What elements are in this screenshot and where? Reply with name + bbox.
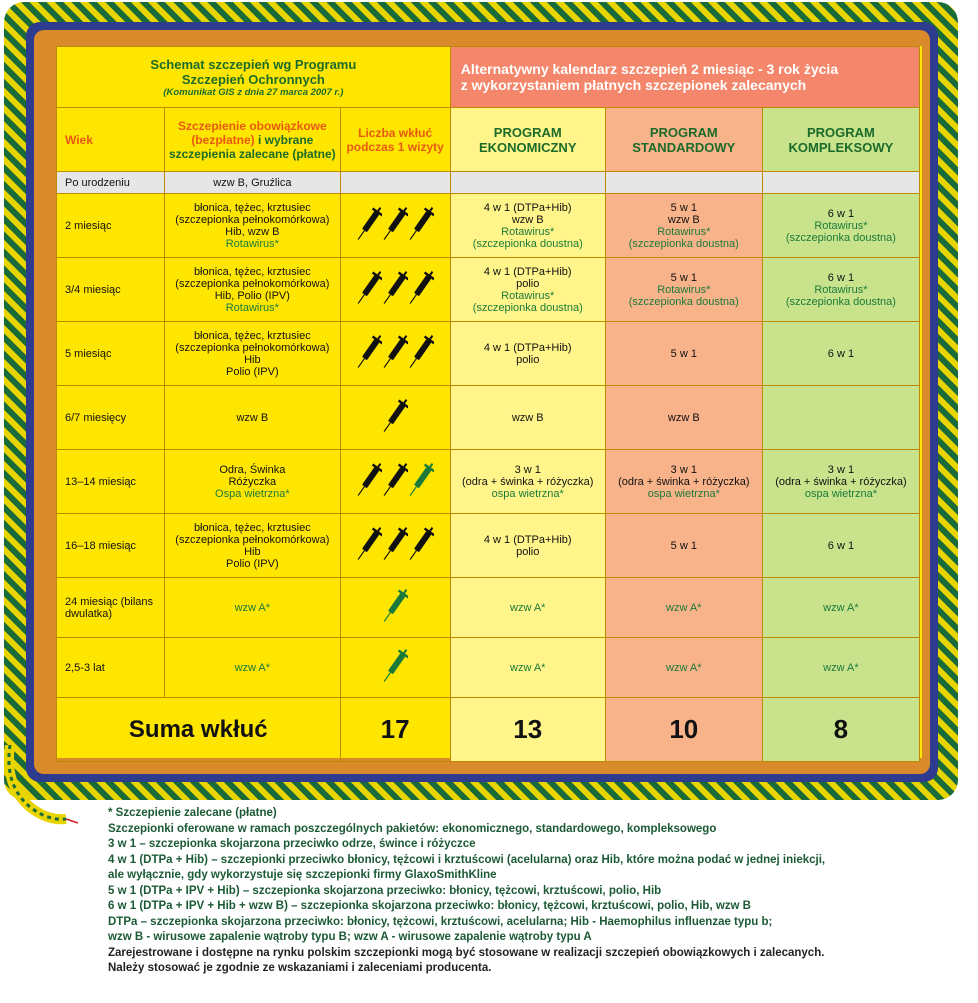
mandatory-recommended: Rotawirus*	[225, 301, 279, 314]
injection-count-cell	[340, 386, 450, 450]
age-cell: 13–14 miesiąc	[57, 450, 165, 514]
program-eko-recommended: ospa wietrzna*	[491, 487, 564, 500]
age-cell: 3/4 miesiąc	[57, 258, 165, 322]
syringe-icon	[382, 268, 408, 308]
program-kom-line: 6 w 1	[827, 207, 855, 220]
program-kom-cell	[762, 386, 919, 450]
program-eko-cell	[450, 514, 605, 578]
program-std-cell	[605, 194, 762, 258]
syringe-icon	[382, 396, 408, 436]
program-std-recommended: (szczepionka doustna)	[628, 295, 739, 308]
mandatory-recommended: Ospa wietrzna*	[215, 487, 290, 500]
syringe-icon	[382, 332, 408, 372]
injection-count-cell	[340, 578, 450, 638]
injection-count-cell	[340, 258, 450, 322]
program-kom-cell	[762, 172, 919, 194]
age-cell: 16–18 miesiąc	[57, 514, 165, 578]
program-eko-cell	[450, 578, 605, 638]
program-eko-cell	[450, 450, 605, 514]
program-kom-cell	[762, 450, 919, 514]
footnote-line: * Szczepienie zalecane (płatne)	[108, 807, 277, 819]
footnote-line: Zarejestrowane i dostępne na rynku polskim szczepionki mogą być stosowane w realizacji szczepień obowiązkowych i zalecanych.	[108, 946, 825, 959]
mandatory-recommended: Rotawirus*	[225, 237, 279, 250]
program-eko-line: (odra + świnka + różyczka)	[462, 475, 594, 488]
program-kom-line: 6 w 1	[827, 347, 855, 360]
program-kom-cell	[762, 578, 919, 638]
psO-title-line2: Szczepień Ochronnych	[181, 71, 325, 87]
mandatory-line: Różyczka	[228, 475, 277, 488]
psO-subtitle: (Komunikat GIS z dnia 27 marca 2007 r.)	[163, 86, 344, 98]
mandatory-cell	[165, 322, 340, 386]
syringe-icon	[408, 332, 434, 372]
syringe-recommended-icon	[382, 646, 408, 686]
mandatory-cell	[165, 194, 340, 258]
mandatory-line: błonica, tężec, krztusiec	[193, 201, 311, 214]
program-kom-cell	[762, 638, 919, 698]
program-std-cell	[605, 386, 762, 450]
footnote-line: wzw B - wirusowe zapalenie wątroby typu B; wzw A - wirusowe zapalenie wątroby typu A	[108, 931, 592, 943]
mandatory-line: błonica, tężec, krztusiec	[193, 329, 311, 342]
age-cell: 2,5-3 lat	[57, 638, 165, 698]
program-std-recommended: Rotawirus*	[657, 283, 711, 296]
injection-count-cell	[340, 638, 450, 698]
table-row	[57, 386, 920, 450]
mandatory-line: Polio (IPV)	[226, 365, 279, 378]
program-std-cell	[605, 514, 762, 578]
mandatory-line: Hib, Polio (IPV)	[214, 289, 290, 302]
program-std-line: 5 w 1	[670, 201, 697, 214]
program-kom-cell	[762, 514, 919, 578]
mandatory-cell	[165, 638, 340, 698]
program-eko-line: polio	[516, 353, 540, 366]
mandatory-cell	[165, 514, 340, 578]
program-eko-recommended: wzw A*	[510, 601, 546, 614]
program-kom-recommended: wzw A*	[823, 601, 859, 614]
program-std-cell	[605, 172, 762, 194]
program-kom-recommended: (szczepionka doustna)	[785, 295, 896, 308]
syringe-recommended-icon	[382, 586, 408, 626]
footnote-line: 3 w 1 – szczepionka skojarzona przeciwko odrze, śwince i różyczce	[108, 838, 476, 850]
syringe-icon	[356, 332, 382, 372]
program-eko-cell	[450, 258, 605, 322]
mandatory-line: Hib	[244, 353, 261, 366]
sum-kom: 8	[762, 698, 919, 762]
program-eko-line: 4 w 1 (DTPa+Hib)	[483, 201, 572, 214]
program-eko-recommended: Rotawirus*	[501, 289, 555, 302]
footnote-line: Należy stosować je zgodnie ze wskazaniami i zaleceniami producenta.	[108, 962, 492, 974]
program-eko-cell	[450, 638, 605, 698]
table-row	[57, 194, 920, 258]
footnote-line: DTPa – szczepionka skojarzona przeciwko: błonicy, tężcowi, krztuścowi, acelularna; Hib - Haemophilus influenzae typu b;	[108, 915, 773, 928]
program-eko-cell	[450, 172, 605, 194]
program-eko-line: 4 w 1 (DTPa+Hib)	[483, 533, 572, 546]
col-obow-4: szczepienia zalecane (płatne)	[168, 146, 336, 161]
program-std-line: (odra + świnka + różyczka)	[618, 475, 750, 488]
vaccination-table	[56, 46, 920, 762]
program-kom-cell	[762, 258, 919, 322]
alt-title-line2: z wykorzystaniem płatnych szczepionek zalecanych	[460, 77, 807, 93]
table-body	[57, 172, 920, 698]
program-std-cell	[605, 322, 762, 386]
program-eko-line: polio	[516, 277, 540, 290]
syringe-icon	[382, 524, 408, 564]
program-kom-cell	[762, 194, 919, 258]
program-eko-cell	[450, 194, 605, 258]
footnote-line: 6 w 1 (DTPa + IPV + Hib + wzw B) – szczepionka skojarzona przeciwko: błonicy, tężcowi, krztuścowi, polio, Hib, wzw B	[108, 900, 751, 912]
sum-std: 10	[605, 698, 762, 762]
mandatory-line: Hib	[244, 545, 261, 558]
injection-count-cell	[340, 172, 450, 194]
syringe-icon	[382, 204, 408, 244]
col-wiek: Wiek	[57, 108, 165, 172]
snake-decoration	[0, 745, 90, 835]
program-kom-line: (odra + świnka + różyczka)	[775, 475, 907, 488]
program-std-cell	[605, 258, 762, 322]
program-eko-recommended: wzw A*	[510, 661, 546, 674]
syringe-recommended-icon	[408, 460, 434, 500]
program-std-cell	[605, 578, 762, 638]
program-kom-line: 6 w 1	[827, 539, 855, 552]
mandatory-recommended: wzw A*	[234, 661, 271, 674]
age-cell: 2 miesiąc	[57, 194, 165, 258]
program-std-recommended: Rotawirus*	[657, 225, 711, 238]
mandatory-line: Odra, Świnka	[219, 463, 286, 476]
footnote-line: ale wyłącznie, gdy wykorzystuje się szczepionki firmy GlaxoSmithKline	[108, 869, 497, 881]
alt-calendar-header	[450, 47, 919, 108]
program-kom-recommended: Rotawirus*	[814, 219, 868, 232]
psO-title-line1: Schemat szczepień wg Programu	[150, 56, 357, 72]
footnote-line: Szczepionki oferowane w ramach poszczególnych pakietów: ekonomicznego, standardowego, kompleksowego	[108, 822, 717, 835]
col-obow-1: Szczepienie obowiązkowe	[177, 118, 327, 133]
program-std-recommended: wzw A*	[666, 661, 702, 674]
mandatory-cell	[165, 258, 340, 322]
syringe-icon	[356, 204, 382, 244]
col-program-eko: PROGRAM EKONOMICZNY	[450, 108, 605, 172]
col-program-kom: PROGRAM KOMPLEKSOWY	[762, 108, 919, 172]
table-row	[57, 578, 920, 638]
mandatory-line: (szczepionka pełnokomórkowa)	[175, 277, 330, 290]
syringe-icon	[408, 268, 434, 308]
psO-header	[57, 47, 451, 108]
injection-count-cell	[340, 322, 450, 386]
mandatory-line: Polio (IPV)	[226, 557, 279, 570]
age-cell: 6/7 miesięcy	[57, 386, 165, 450]
syringe-icon	[356, 524, 382, 564]
injection-count-cell	[340, 514, 450, 578]
syringe-icon	[408, 204, 434, 244]
col-program-std: PROGRAM STANDARDOWY	[605, 108, 762, 172]
mandatory-cell	[165, 386, 340, 450]
program-eko-line: 4 w 1 (DTPa+Hib)	[483, 265, 572, 278]
table-row	[57, 172, 920, 194]
program-eko-line: wzw B	[511, 411, 544, 424]
sum-obow: 17	[340, 698, 450, 762]
table-row	[57, 258, 920, 322]
syringe-icon	[356, 460, 382, 500]
program-kom-line: 3 w 1	[827, 463, 855, 476]
mandatory-recommended: wzw A*	[234, 601, 271, 614]
mandatory-cell	[165, 578, 340, 638]
injection-count-cell	[340, 450, 450, 514]
col-liczba: Liczba wkłuć podczas 1 wizyty	[340, 108, 450, 172]
program-eko-line: polio	[516, 545, 540, 558]
schedule-panel	[56, 46, 922, 758]
mandatory-line: wzw B, Gruźlica	[213, 176, 292, 189]
mandatory-line: błonica, tężec, krztusiec	[193, 521, 311, 534]
program-std-line: wzw B	[667, 411, 700, 424]
program-eko-cell	[450, 322, 605, 386]
program-std-line: 5 w 1	[670, 539, 697, 552]
program-std-cell	[605, 638, 762, 698]
program-std-line: 5 w 1	[670, 347, 697, 360]
mandatory-cell	[165, 172, 340, 194]
mandatory-cell	[165, 450, 340, 514]
program-kom-recommended: ospa wietrzna*	[804, 487, 877, 500]
mandatory-line: Hib, wzw B	[225, 225, 280, 238]
table-row	[57, 638, 920, 698]
program-eko-line: 4 w 1 (DTPa+Hib)	[483, 341, 572, 354]
program-eko-line: 3 w 1	[514, 463, 541, 476]
program-eko-recommended: (szczepionka doustna)	[472, 301, 583, 314]
mandatory-line: (szczepionka pełnokomórkowa)	[175, 533, 330, 546]
syringe-icon	[356, 268, 382, 308]
program-std-cell	[605, 450, 762, 514]
mandatory-line: wzw B	[236, 411, 269, 424]
syringe-icon	[408, 524, 434, 564]
footnote-line: 4 w 1 (DTPa + Hib) – szczepionki przeciwko błonicy, tężcowi i krztuścowi (acelularna) oraz Hib, które można podać w jednej iniekcji,	[108, 853, 826, 866]
sum-label: Suma wkłuć	[57, 698, 341, 762]
mandatory-line: (szczepionka pełnokomórkowa)	[175, 213, 330, 226]
program-std-line: 3 w 1	[670, 463, 697, 476]
mandatory-line: (szczepionka pełnokomórkowa)	[175, 341, 330, 354]
age-cell: 5 miesiąc	[57, 322, 165, 386]
program-std-line: 5 w 1	[670, 271, 697, 284]
program-std-recommended: wzw A*	[666, 601, 702, 614]
footnotes	[108, 806, 968, 977]
program-kom-cell	[762, 322, 919, 386]
age-cell: Po urodzeniu	[57, 172, 165, 194]
program-std-recommended: ospa wietrzna*	[647, 487, 720, 500]
program-kom-line: 6 w 1	[827, 271, 855, 284]
alt-title-line1: Alternatywny kalendarz szczepień 2 miesiąc - 3 rok życia	[460, 61, 839, 77]
program-eko-line: wzw B	[511, 213, 544, 226]
sum-row	[57, 698, 920, 762]
age-cell: 24 miesiąc (bilans dwulatka)	[57, 578, 165, 638]
program-std-recommended: (szczepionka doustna)	[628, 237, 739, 250]
program-eko-recommended: Rotawirus*	[501, 225, 555, 238]
program-kom-recommended: (szczepionka doustna)	[785, 231, 896, 244]
syringe-icon	[382, 460, 408, 500]
mandatory-line: błonica, tężec, krztusiec	[193, 265, 311, 278]
table-row	[57, 322, 920, 386]
table-row	[57, 514, 920, 578]
sum-eko: 13	[450, 698, 605, 762]
program-std-line: wzw B	[667, 213, 700, 226]
injection-count-cell	[340, 194, 450, 258]
col-obow-3: i wybrane	[254, 132, 314, 147]
program-eko-cell	[450, 386, 605, 450]
col-obow-2: (bezpłatne)	[191, 132, 255, 147]
table-row	[57, 450, 920, 514]
program-kom-recommended: Rotawirus*	[814, 283, 868, 296]
footnote-line: 5 w 1 (DTPa + IPV + Hib) – szczepionka skojarzona przeciwko: błonicy, tężcowi, krztuścowi, polio, Hib	[108, 884, 662, 897]
program-eko-recommended: (szczepionka doustna)	[472, 237, 583, 250]
program-kom-recommended: wzw A*	[823, 661, 859, 674]
col-obowiazkowe	[165, 108, 340, 172]
